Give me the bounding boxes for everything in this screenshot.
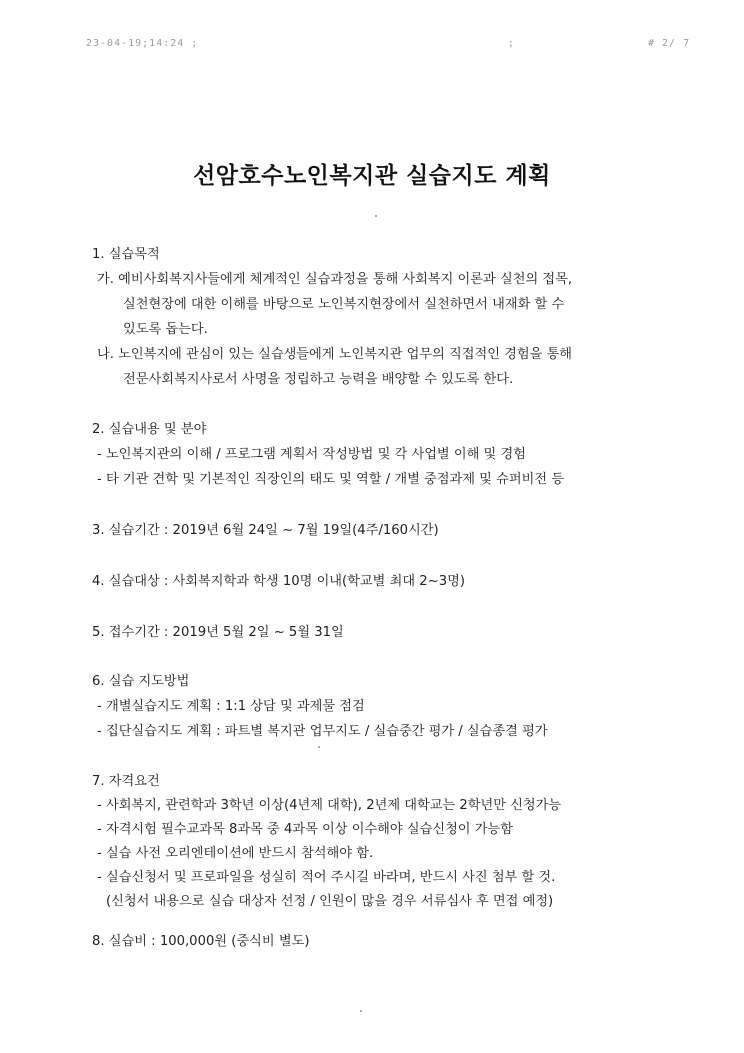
purpose-item-a-line3: 있도록 돕는다. (123, 322, 208, 337)
fax-timestamp: 23-04-19;14:24 ; (86, 38, 199, 49)
method-item-1: - 개별실습지도 계획 : 1:1 상담 및 과제물 점검 (97, 699, 365, 714)
section-period: 3. 실습기간 : 2019년 6월 24일 ~ 7월 19일(4주/160시간) (92, 523, 439, 538)
section-purpose-heading: 1. 실습목적 (92, 247, 160, 262)
section-method-heading: 6. 실습 지도방법 (92, 674, 190, 689)
requirements-item-1: - 사회복지, 관련학과 3학년 이상(4년제 대학), 2년제 대학교는 2학년만 신청가능 (97, 798, 562, 813)
scan-speck (360, 1010, 362, 1012)
requirements-note: (신청서 내용으로 실습 대상자 선정 / 인원이 많을 경우 서류심사 후 면접 예정) (106, 894, 554, 909)
purpose-item-a-line2: 실천현장에 대한 이해를 바탕으로 노인복지현장에서 실천하면서 내재화 할 수 (123, 297, 565, 312)
section-fee: 8. 실습비 : 100,000원 (중식비 별도) (92, 934, 310, 949)
method-item-2: - 집단실습지도 계획 : 파트별 복지관 업무지도 / 실습중간 평가 / 실습종결 평가 (97, 724, 548, 739)
fax-separator: ; (508, 38, 516, 49)
requirements-item-4: - 실습신청서 및 프로파일을 성실히 적어 주시길 바라며, 반드시 사진 첨부 할 것. (97, 870, 556, 885)
section-target: 4. 실습대상 : 사회복지학과 학생 10명 이내(학교별 최대 2~3명) (92, 574, 465, 589)
section-requirements-heading: 7. 자격요건 (92, 774, 160, 789)
section-content-heading: 2. 실습내용 및 분야 (92, 422, 207, 437)
purpose-item-a-line1: 가. 예비사회복지사들에게 체계적인 실습과정을 통해 사회복지 이론과 실천의 접목, (97, 272, 573, 287)
requirements-item-3: - 실습 사전 오리엔테이션에 반드시 참석해야 함. (97, 846, 374, 861)
requirements-item-2: - 자격시험 필수교과목 8과목 중 4과목 이상 이수해야 실습신청이 가능함 (97, 822, 513, 837)
fax-page-number: # 2/ 7 (648, 38, 691, 49)
section-application: 5. 접수기간 : 2019년 5월 2일 ~ 5월 31일 (92, 625, 344, 640)
document-title: 선암호수노인복지관 실습지도 계획 (193, 163, 551, 189)
purpose-item-b-line2: 전문사회복지사로서 사명을 정립하고 능력을 배양할 수 있도록 한다. (123, 372, 514, 387)
scan-speck (375, 215, 377, 217)
scan-speck (318, 746, 320, 748)
content-item-1: - 노인복지관의 이해 / 프로그램 계획서 작성방법 및 각 사업별 이해 및 경험 (97, 447, 526, 462)
purpose-item-b-line1: 나. 노인복지에 관심이 있는 실습생들에게 노인복지관 업무의 직접적인 경험을 통해 (97, 347, 573, 362)
fax-transmission-header (0, 38, 744, 52)
content-item-2: - 타 기관 견학 및 기본적인 직장인의 태도 및 역할 / 개별 중점과제 및 슈퍼비전 등 (97, 472, 564, 487)
